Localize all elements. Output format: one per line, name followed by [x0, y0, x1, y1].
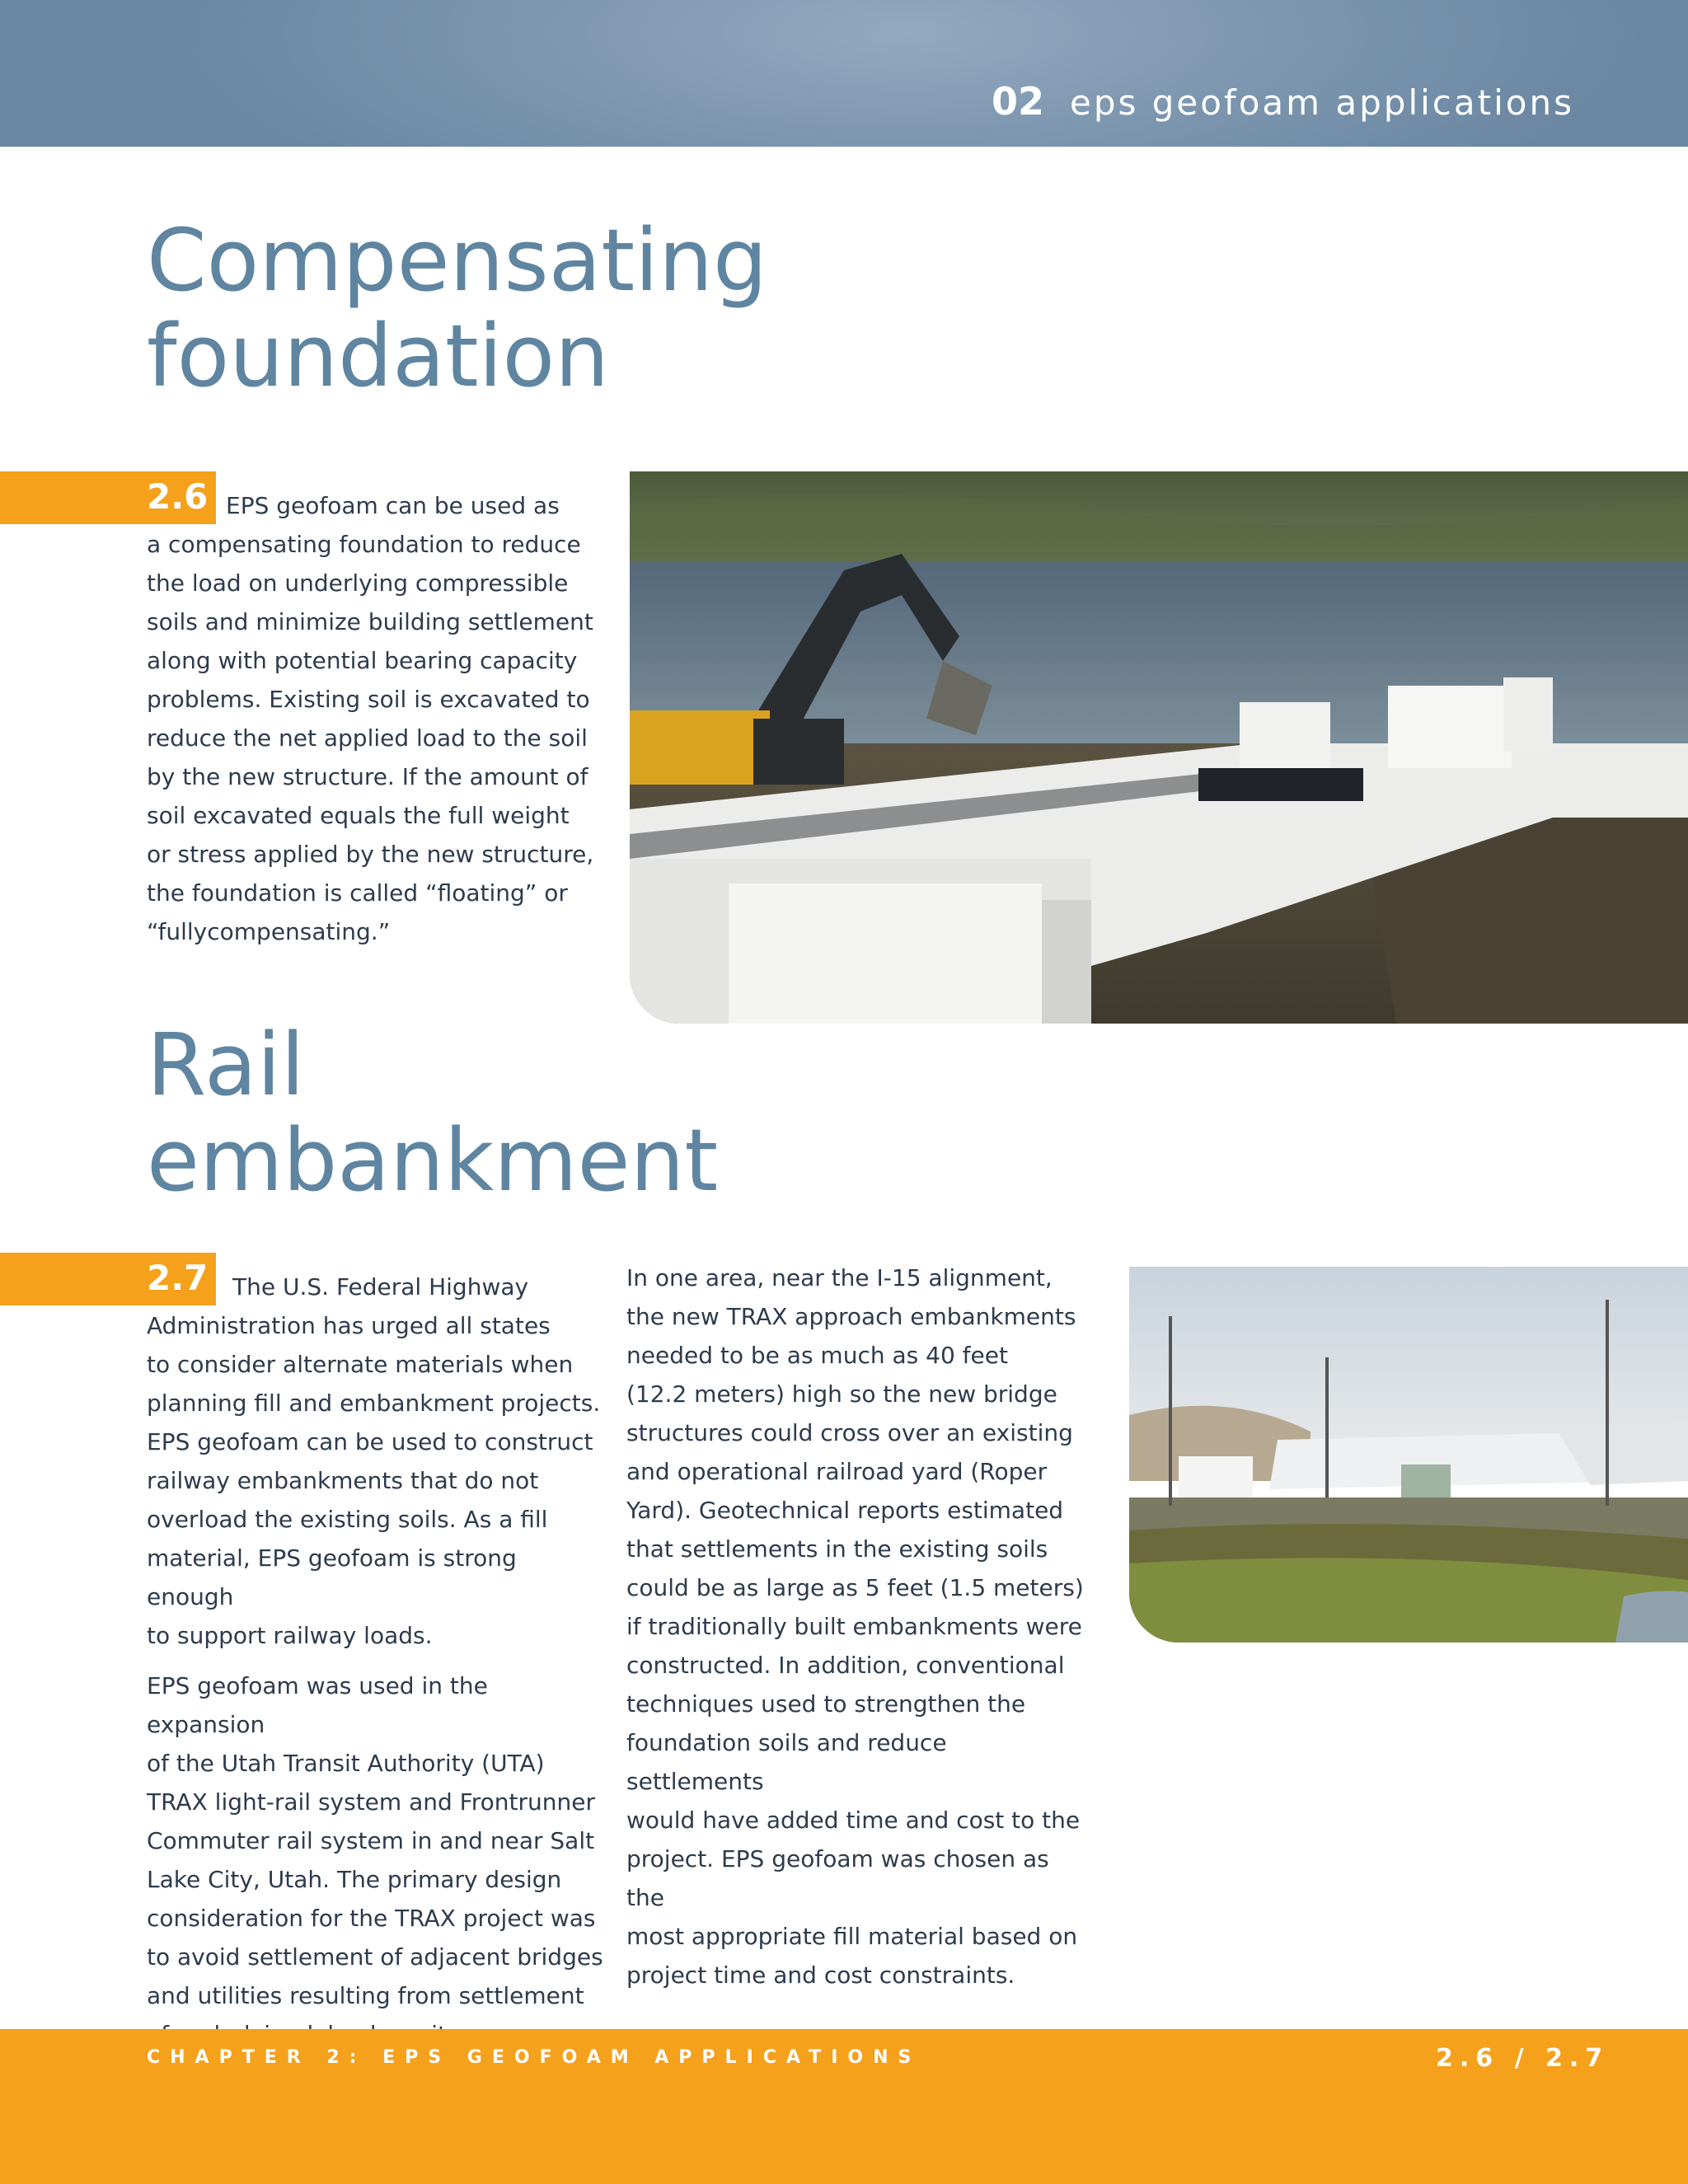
body-line: TRAX light-rail system and Frontrunner — [147, 1788, 595, 1816]
paragraph — [147, 1268, 608, 1655]
header-chapter-title: eps geofoam applications — [1070, 82, 1574, 123]
body-line: Commuter rail system in and near Salt — [147, 1827, 595, 1854]
body-line: Lake City, Utah. The primary design — [147, 1866, 562, 1893]
body-line: (12.2 meters) high so the new bridge — [626, 1380, 1057, 1408]
body-line: that settlements in the existing soils — [626, 1535, 1048, 1563]
body-line: to consider alternate materials when — [147, 1351, 574, 1378]
body-line: a compensating foundation to reduce — [147, 531, 581, 558]
footer-chapter-label: CHAPTER 2: EPS GEOFOAM APPLICATIONS — [147, 2047, 921, 2068]
body-line: Yard). Geotechnical reports estimated — [626, 1497, 1064, 1524]
section-body — [147, 486, 608, 951]
footer-page-numbers: 2.6 / 2.7 — [1436, 2044, 1610, 2073]
body-line: overload the existing soils. As a fill — [147, 1506, 548, 1533]
body-line: techniques used to strengthen the — [626, 1690, 1026, 1718]
body-line: consideration for the TRAX project was — [147, 1905, 596, 1932]
body-line: EPS geofoam can be used to construct — [147, 1428, 593, 1455]
body-line: to support railway loads. — [147, 1622, 433, 1649]
photo-compensating-foundation — [630, 471, 1688, 1024]
body-line: and operational railroad yard (Roper — [626, 1458, 1048, 1485]
body-line: along with potential bearing capacity — [147, 647, 578, 674]
body-line: if traditionally built embankments were — [626, 1613, 1082, 1640]
body-line: would have added time and cost to the — [626, 1807, 1081, 1834]
body-line: needed to be as much as 40 feet — [626, 1342, 1008, 1369]
header-band — [0, 0, 1688, 147]
section-title-line: foundation — [147, 306, 610, 406]
section-title-line: embankment — [147, 1110, 719, 1211]
photo-embankment-construction — [1129, 1267, 1688, 1643]
section-title-line: Compensating — [147, 210, 767, 311]
section-title-line: Rail — [147, 1015, 305, 1115]
body-line: or stress applied by the new structure, — [147, 841, 594, 868]
body-line: problems. Existing soil is excavated to — [147, 686, 590, 713]
body-line: Administration has urged all states — [147, 1312, 551, 1339]
body-line: The U.S. Federal Highway — [232, 1273, 529, 1301]
body-line: foundation soils and reduce settlements — [626, 1729, 947, 1795]
section-number: 2.7 — [147, 1258, 209, 1298]
section-number: 2.6 — [147, 476, 209, 517]
body-line: soils and minimize building settlement — [147, 608, 593, 635]
body-line: In one area, near the I-15 alignment, — [626, 1264, 1053, 1291]
section-title-compensating-foundation — [147, 210, 767, 406]
body-line: soil excavated equals the full weight — [147, 802, 570, 829]
body-line: by the new structure. If the amount of — [147, 763, 588, 790]
body-line: project time and cost constraints. — [626, 1961, 1015, 1989]
body-line: EPS geofoam can be used as — [226, 492, 560, 519]
body-line: structures could cross over an existing — [626, 1419, 1073, 1446]
body-line: most appropriate fill material based on — [626, 1923, 1078, 1950]
section-body-column-2 — [626, 1258, 1088, 1994]
body-line: railway embankments that do not — [147, 1467, 539, 1494]
body-line: reduce the net applied load to the soil — [147, 724, 588, 752]
body-line: EPS geofoam was used in the expansion — [147, 1672, 488, 1738]
paragraph — [147, 1666, 608, 2054]
body-line: the foundation is called “floating” or — [147, 879, 568, 907]
body-line: the new TRAX approach embankments — [626, 1303, 1076, 1330]
body-line: material, EPS geofoam is strong enough — [147, 1544, 517, 1610]
body-line: the load on underlying compressible — [147, 569, 569, 597]
photo-excavator-geofoam — [630, 471, 1688, 1024]
header-chapter-number: 02 — [992, 79, 1045, 124]
body-line: constructed. In addition, conventional — [626, 1652, 1065, 1679]
body-line: and utilities resulting from settlement — [147, 1982, 584, 2009]
body-line: “fullycompensating.” — [147, 918, 391, 945]
body-line: project. EPS geofoam was chosen as the — [626, 1845, 1049, 1911]
section-title-rail-embankment — [147, 1015, 719, 1211]
body-line: of the Utah Transit Authority (UTA) — [147, 1750, 545, 1777]
body-line: to avoid settlement of adjacent bridges — [147, 1943, 603, 1971]
photo-rail-embankment — [1129, 1267, 1688, 1643]
body-line: could be as large as 5 feet (1.5 meters) — [626, 1574, 1084, 1601]
section-body-column-1 — [147, 1268, 608, 2065]
body-line: planning fill and embankment projects. — [147, 1390, 601, 1417]
